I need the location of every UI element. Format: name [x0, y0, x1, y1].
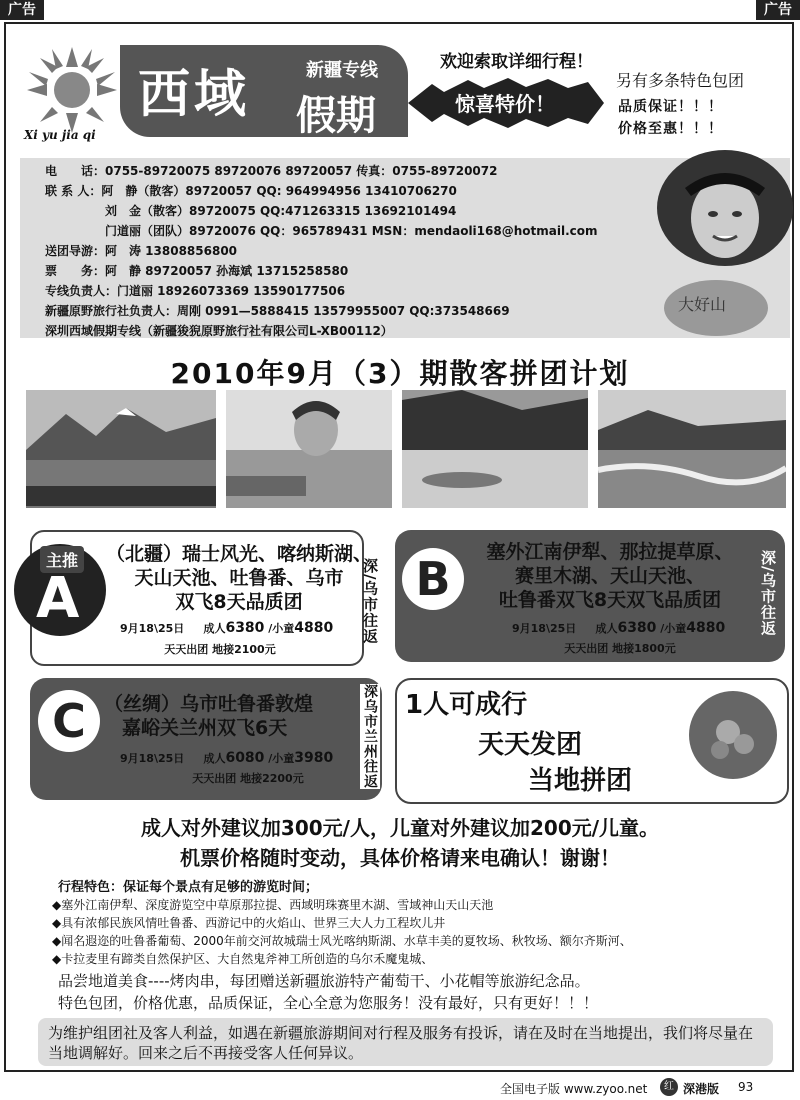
grapes-photo — [688, 690, 778, 780]
rapids-photo — [598, 390, 786, 508]
contact-line: 联 系 人：阿 静（散客）89720057 QQ: 964994956 13410706270 — [45, 184, 457, 198]
contact-line: 专线负责人：门道丽 18926073369 13590177506 — [45, 284, 346, 298]
portrait-photo — [655, 148, 795, 268]
airfare-notice: 机票价格随时变动，具体价格请来电确认！谢谢！ — [180, 846, 620, 870]
package-a-route: 深/乌市往返 — [361, 558, 379, 645]
river-valley-photo — [402, 390, 588, 508]
child-price-notice: 成人对外建议加300元/人，儿童对外建议加200元/儿童。 — [140, 816, 660, 840]
featured-badge: 主推 — [40, 546, 84, 573]
contact-line: 门道丽（团队）89720076 QQ：965789431 MSN：mendaoli168@hotmail.com — [45, 224, 598, 238]
complaint-note: 为维护组团社及客人利益，如遇在新疆旅游期间对行程及服务有投诉，请在及时在当地提出，我们将尽量在当地调解好。回来之后不再接受客人任何异议。 — [38, 1018, 773, 1066]
logo-pinyin: Xi yu jia qi — [24, 128, 96, 142]
features-heading: 行程特色：保证每个景点有足够的游览时间； — [58, 880, 319, 895]
package-d-line2: 天天发团 — [478, 730, 583, 760]
page-number: 93 — [738, 1080, 754, 1094]
logo-subtitle: 新疆专线 — [306, 60, 378, 81]
charter-text: 另有多条特色包团 — [616, 71, 745, 90]
package-d-line3: 当地拼团 — [528, 766, 633, 796]
contact-line: 新疆原野旅行社负责人：周刚 0991—5888415 13579955007 QQ:373548669 — [45, 304, 510, 318]
package-d-line1: 1人可成行 — [405, 690, 528, 720]
welcome-text: 欢迎索取详细行程！ — [440, 52, 593, 72]
price-text: 价格至惠！！！ — [618, 121, 723, 137]
package-b-letter: B — [402, 548, 464, 610]
ad-tag-left: 广告 — [0, 0, 44, 20]
package-c-daily: 天天出团 地接2200元 — [192, 772, 304, 785]
package-b-daily: 天天出团 地接1800元 — [564, 642, 676, 655]
food-line: 品尝地道美食----烤肉串，每团赠送新疆旅游特产葡萄干、小花帽等旅游纪念品。 — [58, 972, 590, 990]
footer-site[interactable]: 全国电子版 www.zyoo.net — [500, 1082, 648, 1096]
package-c-letter: C — [38, 690, 100, 752]
package-b-route: 深/乌市往返 — [759, 550, 777, 637]
stone-text: 大好山 — [678, 295, 727, 314]
package-a-letter: A — [36, 566, 80, 631]
feature-item: ◆卡拉麦里有蹄类自然保护区、大自然鬼斧神工所创造的乌尔禾魔鬼城、 — [52, 952, 434, 966]
contact-line: 刘 金（散客）89720075 QQ:471263315 13692101494 — [45, 204, 457, 218]
package-b-title: 塞外江南伊犁、那拉提草原、 赛里木湖、天山天池、 吐鲁番双飞8天双飞品质团 — [486, 541, 734, 611]
logo-name-big: 西域 — [138, 64, 251, 125]
footer-edition: 深港版 — [683, 1082, 720, 1096]
contact-line: 电 话：0755-89720075 89720076 89720057 传真：0755-89720072 — [45, 164, 498, 178]
plan-title: 2010年9月（3）期散客拼团计划 — [170, 357, 630, 390]
contact-line: 深圳西域假期专线（新疆狻猊原野旅行社有限公司L-XB00112） — [45, 324, 393, 338]
quality-text: 品质保证！！！ — [618, 99, 723, 115]
feature-item: ◆具有浓郁民族风情吐鲁番、西游记中的火焰山、世界三大人力工程坎儿井 — [52, 916, 446, 930]
feature-item: ◆闻名遐迩的吐鲁番葡萄、2000年前交河故城瑞士风光喀纳斯湖、水草丰美的夏牧场、秋牧场、额尔齐斯河、 — [52, 934, 632, 948]
package-b-price: 9月18\25日 成人6380 /小童4880 — [512, 620, 726, 636]
service-line: 特色包团，价格优惠，品质保证，全心全意为您服务！没有最好，只有更好！！！ — [58, 994, 599, 1012]
ad-tag-right: 广告 — [756, 0, 800, 20]
feature-item: ◆塞外江南伊犁、深度游览空中草原那拉提、西域明珠赛里木湖、雪域神山天山天池 — [52, 898, 494, 912]
logo-name-small: 假期 — [296, 92, 376, 139]
package-a-title: （北疆）瑞士风光、喀纳斯湖、 天山天池、吐鲁番、乌市 双飞8天品质团 — [105, 543, 372, 613]
package-c-title: （丝绸）乌市吐鲁番敦煌 嘉峪关兰州双飞6天 — [104, 693, 314, 739]
contact-line: 送团导游：阿 涛 13808856800 — [45, 244, 238, 258]
mountain-lake-photo — [26, 390, 216, 508]
package-c-route: 深乌市兰州往返 — [362, 684, 378, 789]
package-a-price: 9月18\25日 成人6380 /小童4880 — [120, 620, 334, 636]
package-a-daily: 天天出团 地接2100元 — [164, 643, 276, 656]
contact-line: 票 务：阿 静 89720057 孙海斌 13715258580 — [45, 264, 349, 278]
package-c-price: 9月18\25日 成人6080 /小童3980 — [120, 750, 334, 766]
footer-badge-icon: 红 — [660, 1078, 678, 1096]
special-price-text: 惊喜特价！ — [455, 92, 555, 116]
dancer-photo — [226, 390, 392, 508]
